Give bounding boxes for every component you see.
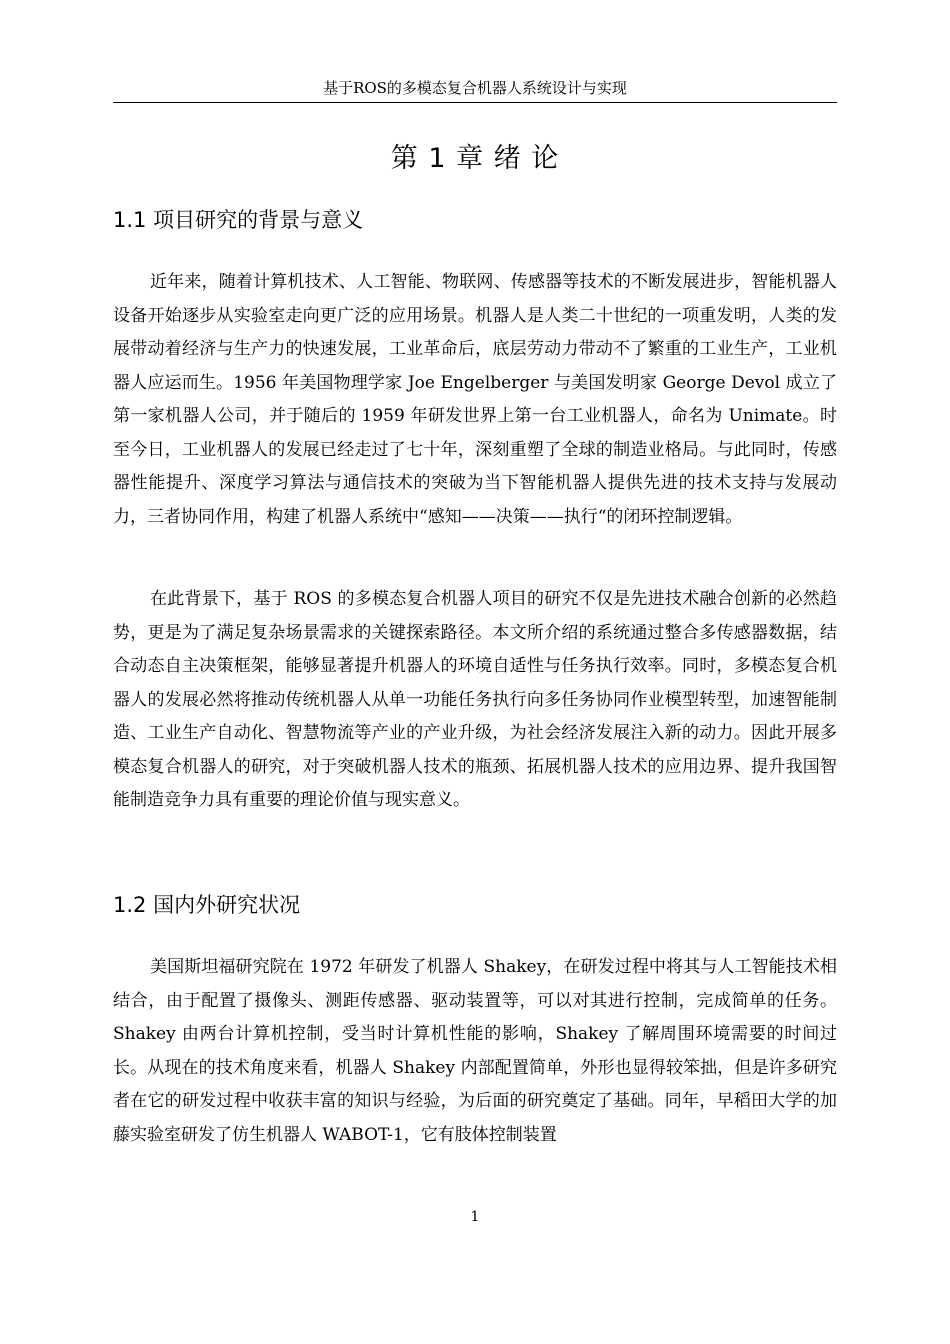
section-heading-1-2: 1.2 国内外研究状况 (113, 893, 301, 917)
section-heading-1-1: 1.1 项目研究的背景与意义 (113, 208, 364, 232)
body-paragraph: 近年来，随着计算机技术、人工智能、物联网、传感器等技术的不断发展进步，智能机器人设备开始逐步从实验室走向更广泛的应用场景。机器人是人类二十世纪的一项重发明，人类的发展带动着经济与生产力的快速发展，工业革命后，底层劳动力带动不了繁重的工业生产，工业机器人应运而生。1956 年美国物理学家 Joe Engelberger 与美国发明家 George Devol 成立了第一家机器人公司，并于随后的 1959 年研发世界上第一台工业机器人，命名为 Unimate。时至今日，工业机器人的发展已经走过了七十年，深刻重塑了全球的制造业格局。与此同时，传感器性能提升、深度学习算法与通信技术的突破为当下智能机器人提供先进的技术支持与发展动力，三者协同作用，构建了机器人系统中“感知——决策——执行“的闭环控制逻辑。 (113, 272, 837, 527)
header-rule (113, 102, 837, 103)
body-paragraph: 在此背景下，基于 ROS 的多模态复合机器人项目的研究不仅是先进技术融合创新的必然趋势，更是为了满足复杂场景需求的关键探索路径。本文所介绍的系统通过整合多传感器数据，结合动态自主决策框架，能够显著提升机器人的环境自适性与任务执行效率。同时，多模态复合机器人的发展必然将推动传统机器人从单一功能任务执行向多任务协同作业模型转型，加速智能制造、工业生产自动化、智慧物流等产业的产业升级，为社会经济发展注入新的动力。因此开展多模态复合机器人的研究，对于突破机器人技术的瓶颈、拓展机器人技术的应用边界、提升我国智能制造竞争力具有重要的理论价值与现实意义。 (113, 589, 837, 810)
page-number: 1 (470, 1209, 480, 1225)
running-header: 基于ROS的多模态复合机器人系统设计与实现 (323, 79, 627, 97)
chapter-title: 第 1 章 绪 论 (390, 143, 560, 174)
body-paragraph: 美国斯坦福研究院在 1972 年研发了机器人 Shakey，在研发过程中将其与人工智能技术相结合，由于配置了摄像头、测距传感器、驱动装置等，可以对其进行控制，完成简单的任务。Shakey 由两台计算机控制，受当时计算机性能的影响，Shakey 了解周围环境需要的时间过长。从现在的技术角度来看，机器人 Shakey 内部配置简单，外形也显得较笨拙，但是许多研究者在它的研发过程中收获丰富的知识与经验，为后面的研究奠定了基础。同年，早稻田大学的加藤实验室研发了仿生机器人 WABOT-1，它有肢体控制装置 (113, 957, 837, 1145)
